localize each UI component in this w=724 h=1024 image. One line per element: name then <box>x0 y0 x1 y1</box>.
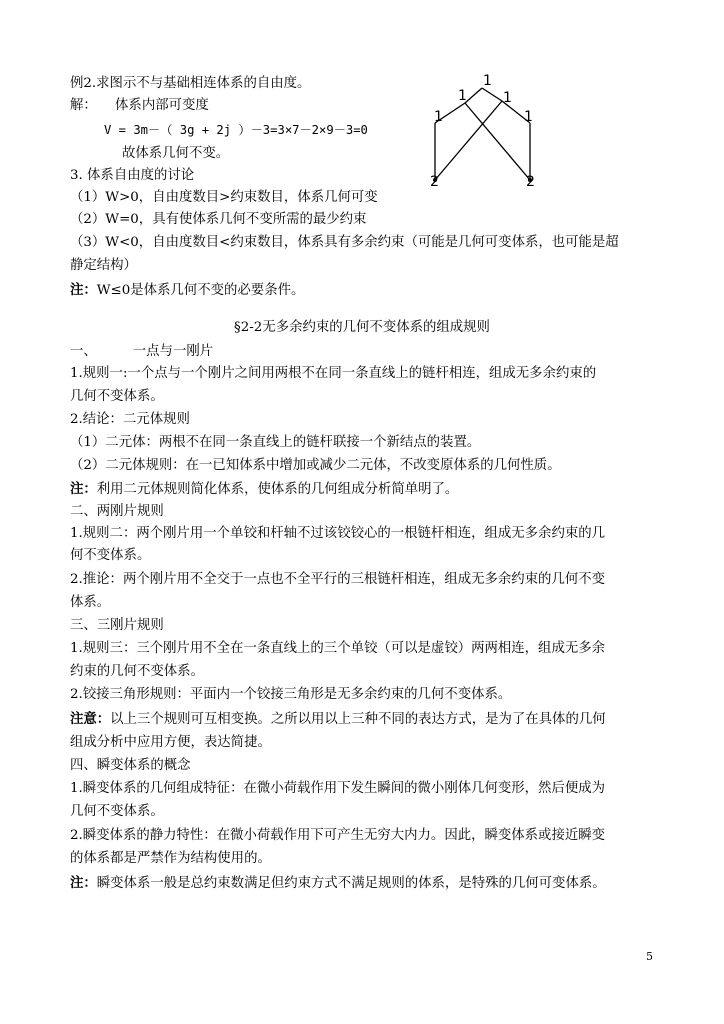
discussion-item-1: （1）W>0，自由度数目>约束数目，体系几何可变 <box>70 190 378 205</box>
triangle-rule: 2.铰接三角形规则：平面内一个铰接三角形是无多余约束的几何不变体系。 <box>70 687 512 702</box>
inference-line-a: 2.推论：两个刚片用不全交于一点也不全平行的三根链杆相连，组成无多余约束的几何不变 <box>70 572 606 587</box>
joint-label-bottom-right: 2 <box>526 174 535 190</box>
solution-label: 解： <box>70 98 97 113</box>
discussion-heading: 3. 体系自由度的讨论 <box>70 168 195 183</box>
part1-item-2: （2）二元体规则：在一已知体系中增加或减少二元体，不改变原体系的几何性质。 <box>70 458 561 473</box>
part3-heading: 三、三刚片规则 <box>70 618 164 633</box>
rule1-line-a: 1.规则一:一个点与一个刚片之间用两根不在同一条直线上的链杆相连，组成无多余约束的 <box>70 366 597 381</box>
note-label: 注： <box>70 481 97 497</box>
part1-note <box>70 479 458 500</box>
joint-label-bottom-left: 2 <box>430 174 439 190</box>
note-text: 以上三个规则可互相变换。之所以用以上三种不同的表达方式，是为了在具体的几何 <box>110 712 606 727</box>
joint-label-left-upper: 1 <box>458 88 467 104</box>
part1-heading-num: 一、 <box>70 344 97 359</box>
joint-label-right-upper: 1 <box>503 90 512 106</box>
note-label: 注意： <box>70 711 111 727</box>
joint-label-top: 1 <box>483 73 492 89</box>
part4-item-2b: 的体系都是严禁作为结构使用的。 <box>70 851 271 866</box>
left-top-bar <box>465 88 482 103</box>
part4-item-2a: 2.瞬变体系的静力特性：在微小荷载作用下可产生无穷大内力。因此，瞬变体系或接近瞬变 <box>70 828 606 843</box>
rule2-line-a: 1.规则二：两个刚片用一个单铰和杆轴不过该铰铰心的一根链杆相连，组成无多余约束的几 <box>70 526 606 541</box>
example-conclusion: 故体系几何不变。 <box>122 146 230 161</box>
rule1-line-b: 几何不变体系。 <box>70 389 164 404</box>
discussion-item-3a: （3）W<0，自由度数目<约束数目，体系具有多余约束（可能是几何可变体系，也可能是超 <box>70 235 619 250</box>
page-number: 5 <box>646 950 653 963</box>
note-text: 瞬变体系一般是总约束数满足但约束方式不满足规则的体系，是特殊的几何可变体系。 <box>96 876 606 891</box>
part4-item-1a: 1.瞬变体系的几何组成特征：在微小荷载作用下发生瞬间的微小刚体几何变形，然后便成为 <box>70 781 606 796</box>
discussion-item-3b: 静定结构） <box>70 258 137 273</box>
part3-note-b: 组成分析中应用方便，表达简捷。 <box>70 735 271 750</box>
example-title: 例2.求图示不与基础相连体系的自由度。 <box>70 76 311 91</box>
truss-diagram <box>420 68 550 190</box>
section-title: §2-2无多余约束的几何不变体系的组成规则 <box>234 320 490 335</box>
part4-heading: 四、瞬变体系的概念 <box>70 758 191 773</box>
diagonal-bar-right-to-left <box>435 101 502 180</box>
discussion-item-2: （2）W=0，具有使体系几何不变所需的最少约束 <box>70 212 367 227</box>
joint-label-right: 1 <box>524 109 533 125</box>
solution-text: 体系内部可变度 <box>115 98 209 113</box>
rule2-line-b: 何不变体系。 <box>70 548 151 563</box>
rule3-line-b: 约束的几何不变体系。 <box>70 664 204 679</box>
part4-note <box>70 873 606 894</box>
rule3-line-a: 1.规则三：三个刚片用不全在一条直线上的三个单铰（可以是虚铰）两两相连，组成无多余 <box>70 641 606 656</box>
part2-heading: 二、两刚片规则 <box>70 504 164 519</box>
formula: V = 3m－（ 3g + 2j ）－3=3×7－2×9－3=0 <box>104 123 368 137</box>
note-text: 利用二元体规则简化体系，使体系的几何组成分析简单明了。 <box>96 482 459 497</box>
note-label: 注： <box>70 875 97 891</box>
part1-conclusion: 2.结论：二元体规则 <box>70 412 190 427</box>
note-label: 注： <box>70 282 97 298</box>
inference-line-b: 体系。 <box>70 595 111 610</box>
part1-item-1: （1）二元体：两根不在同一条直线上的链杆联接一个新结点的装置。 <box>70 435 481 450</box>
discussion-note <box>70 280 304 301</box>
joint-label-left: 1 <box>434 109 443 125</box>
part1-heading-text: 一点与一刚片 <box>132 344 214 359</box>
solution-line <box>70 96 209 116</box>
right-top-bar <box>482 88 502 101</box>
part3-note-a <box>70 709 606 730</box>
note-text: W≤0是体系几何不变的必要条件。 <box>96 283 305 298</box>
part1-heading <box>70 342 213 362</box>
part4-item-1b: 几何不变体系。 <box>70 804 164 819</box>
